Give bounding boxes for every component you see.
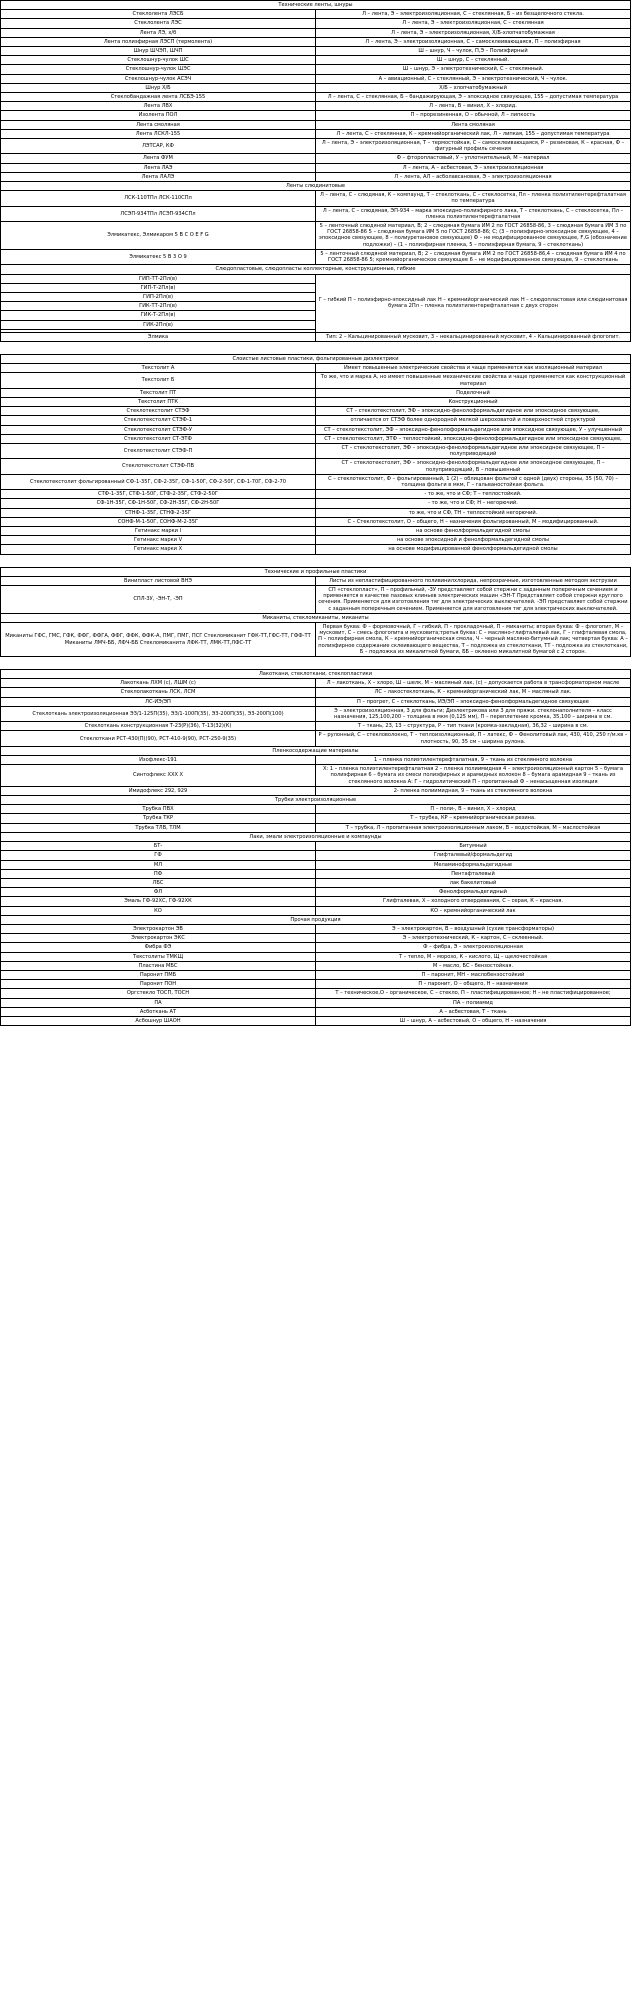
material-designation: Оргстекло ТОСП, ТОСН	[1, 989, 316, 998]
material-designation: ГИП-ТТ-2Пл(в)	[1, 274, 316, 283]
material-designation: Гетинакс марки I	[1, 526, 316, 535]
table-row	[1, 65, 631, 74]
designation-decoding: СТ – стеклотекстолит, ЭФ – эпоксидно-фенолоформальдегидное или эпоксидное связующее, П – полуприводящий, В – повышенный	[316, 459, 631, 474]
designation-decoding: СТ – стеклотекстолит, ЭФ – эпоксидно-фенолоформальдегидное или эпоксидное связующее,	[316, 407, 631, 416]
section-gap-cell	[1, 657, 631, 670]
material-designation: ГФ	[1, 851, 316, 860]
material-designation: Стеклотекстолит СТЭФ-ПВ	[1, 459, 316, 474]
material-designation: Стеклошнур-чулок АСЭЧ	[1, 74, 316, 83]
material-designation: Стеклолента ЛЭСБ	[1, 10, 316, 19]
material-designation: СТНФ-1-35Г, СТНФ-2-35Г	[1, 508, 316, 517]
material-designation: ЛС-ИЭ/ЭП	[1, 697, 316, 706]
material-designation: Текстолит Б	[1, 373, 316, 388]
designation-decoding: П – поли-, В – винил, Х – хлорид	[316, 805, 631, 814]
designation-decoding: Х: 1 – пленка полиэтилентерефталатная 2 – пленка полиимидная 4 – электроизоляционный картон 5 – бумага полиэфирная 6 – бумага из смеси полиэфирных и арамидных волокон 8 – бумага арамидная 9 – ткань из стеклянного волокна А: Г – гидролитический П – пропитанный Ф – ненасыщенная изоляция	[316, 765, 631, 787]
material-designation: Асбошнур ШАОН	[1, 1016, 316, 1025]
designation-decoding: Л – лента, Э – электроизоляционная, С – самосклеивающаяся, П – полиэфирная	[316, 37, 631, 46]
table-row	[1, 172, 631, 181]
designation-decoding: Фенолформальдегидный	[316, 888, 631, 897]
designation-decoding: - то же, что и СФ; Н – негорючий.	[316, 499, 631, 508]
designation-decoding: Т – ткань, 23, 13 – структура, Р – тип ткани (кромка-закладная), 36,32 – ширина в см.	[316, 722, 631, 731]
designation-decoding: КО – кремнийорганический лак	[316, 906, 631, 915]
section-title: Слоистые листовые пластики, фольгированные диэлектрики	[1, 354, 631, 363]
designation-decoding: на основе эпоксидной и фенолформальдегидной смолы	[316, 536, 631, 545]
material-designation: Лента ЛАЭ	[1, 163, 316, 172]
material-designation: Стеклотекстолит СТЭФ-У	[1, 425, 316, 434]
table-row	[1, 1016, 631, 1025]
designation-decoding: Тип: 2 – Кальцинированный мусковит, 3 – некальцинированный мусковит, 4 – Кальцинированный флогопит.	[316, 332, 631, 341]
table-row	[1, 765, 631, 787]
material-designation: Текстолит А	[1, 364, 316, 373]
table-row	[1, 576, 631, 585]
material-designation: Паронит ПМБ	[1, 970, 316, 979]
designation-decoding: отличается от СТЭФ более однородной мелкой шероховатой и поверхностной структурой	[316, 416, 631, 425]
table-row	[1, 443, 631, 458]
table-row	[1, 499, 631, 508]
material-designation: Трубка ТКР	[1, 814, 316, 823]
table-row	[1, 517, 631, 526]
designation-decoding: Ф – фибра, Э – электроизоляционная	[316, 943, 631, 952]
section-gap-cell	[1, 341, 631, 354]
designation-decoding: Глифталевая, Х – холодного отвердевания, С – серая, К – красная.	[316, 897, 631, 906]
table-row	[1, 786, 631, 795]
table-row	[1, 47, 631, 56]
table-row	[1, 416, 631, 425]
section-title: Миканиты, стекломиканиты, миканиты	[1, 613, 631, 622]
table-row	[1, 805, 631, 814]
material-designation: Стеклоткани РСТ-430(П)(90), РСТ-410-9(90), РСТ-250-9(35)	[1, 731, 316, 746]
table-row	[1, 364, 631, 373]
designation-decoding: Л – лента, Э – электроизоляционная, С – стеклянная	[316, 19, 631, 28]
material-designation: Стеклотекстолит СТЭФ	[1, 407, 316, 416]
designation-decoding: на основе фенолформальдегидной смолы	[316, 526, 631, 535]
section-gap	[1, 554, 631, 567]
table-row	[1, 869, 631, 878]
designation-decoding: ЛС – лакостеклоткань, К – кремнийорганический лак, М – масляный лак.	[316, 688, 631, 697]
material-designation: Текстолит ПТ	[1, 388, 316, 397]
material-designation: Стеклобандажная лента ЛСБЭ-155	[1, 93, 316, 102]
designation-decoding: Т – техническое,О – органическое, С – стекло, П – пластифицированное; Н – не пластифицированное;	[316, 989, 631, 998]
material-designation: ГИП-2Пл(в)	[1, 292, 316, 301]
section-title: Лакоткани, стеклоткани, стеклопластики	[1, 670, 631, 679]
material-designation: Стеклолента ЛЭС	[1, 19, 316, 28]
section-header-row	[1, 670, 631, 679]
table-row	[1, 814, 631, 823]
section-title: Технические ленты, шнуры	[1, 1, 631, 10]
designation-decoding: ПА – полиамид	[316, 998, 631, 1007]
material-designation: Стеклотекстолит СТ-ЭТФ	[1, 434, 316, 443]
section-title: Технические и профильные пластики	[1, 567, 631, 576]
table-row	[1, 434, 631, 443]
designation-decoding: то же, что и СФ, ТН – теплостойкий негорючий.	[316, 508, 631, 517]
section-header-row	[1, 265, 631, 274]
table-row	[1, 388, 631, 397]
table-row	[1, 756, 631, 765]
designation-decoding: То же, что и марка А, но имеет повышенные механические свойства и чаще применяется как конструкционный материал	[316, 373, 631, 388]
designation-decoding: 2- пленка полиимидная, 9 – ткань из стеклянного волокна	[316, 786, 631, 795]
material-designation: ФЛ	[1, 888, 316, 897]
designation-decoding: Л – лента, Э – электроизоляционная, С – стеклянная, Б – из безщелочного стекла.	[316, 10, 631, 19]
table-row	[1, 206, 631, 221]
material-designation: Стеклоткань электроизоляционная ЭЗ/1-125П(35), ЭЗ/1-100П(35), ЭЗ-200П(35), ЭЗ-200П(100)	[1, 706, 316, 721]
material-designation: Трубка ТЛВ, ТЛМ	[1, 823, 316, 832]
designation-decoding: Первая буква: Ф – формовочный, Г – гибкий, П – прокладочный, П – миканиты; вторая буква: Ф – флогопит, М – мусковит, С – смесь флогопита и мусковита;третья буква: С – масляно-глифталевый лак, Г – глифталевая смола, П – полиэфирная смола, К – кремнийорганическая смола, Ч – черный масляно-битумный лак; четвертая буква: А – полиэфирное содержание склеивающего вещества, Т – подложка из стеклоткани, ТТ - подложка из стеклоткани, Б – подложка из микалитной бумаги, ББ – оклеено микалитной бумагой с 2 сторон.	[316, 623, 631, 657]
designation-decoding: Ш – шнур, Ч – чулок, П,Э – Полиэфирный	[316, 47, 631, 56]
material-designation: ЛСЭП-934ТПл ЛСЭП-934СПл	[1, 206, 316, 221]
designation-decoding: Л – лента, С – стеклянная, Б – бандажирующая, Э – эпоксидное связующее, 155 – допустимая температура	[316, 93, 631, 102]
table-row	[1, 697, 631, 706]
designation-decoding: Листы из непластифицированного поливинилхлорида, непрозрачные, изготовленные методом экструзии	[316, 576, 631, 585]
material-designation: Имидофлекс 292, 929	[1, 786, 316, 795]
designation-decoding: Глифталевый/формальдегид	[316, 851, 631, 860]
material-designation: Гетинакс марки X	[1, 545, 316, 554]
material-designation: Элмикатекс, Элмикаром 5 В С О Е F G	[1, 222, 316, 250]
material-designation: Фибра ФЭ	[1, 943, 316, 952]
designation-decoding: Л – лента, С – слюдяная, К – компаунд, Т – стеклоткань, С – стеклосетка, Пл – пленка полиэтилентерефталатная по температура	[316, 191, 631, 206]
section-header-row	[1, 354, 631, 363]
table-row	[1, 163, 631, 172]
table-row	[1, 474, 631, 489]
designation-decoding: СТ – стеклотекстолит, ЭТФ – теплостойкий, эпоксидно-фенолоформальдегидное или эпоксидное связующее,	[316, 434, 631, 443]
table-row	[1, 878, 631, 887]
designation-decoding: Лента смоляная	[316, 120, 631, 129]
designation-decoding: Л – лента, АЛ – асболавсановая, Э – электроизоляционная	[316, 172, 631, 181]
table-row	[1, 28, 631, 37]
designation-decoding: Л – лента, С – стеклянная, К – кремнийорганический лак, Л – липкая, 155 – допустимая температура	[316, 129, 631, 138]
material-designation: Синтофлекс ХХХ Х	[1, 765, 316, 787]
designation-decoding: Х/Б – хлопчатобумажный	[316, 83, 631, 92]
table-row	[1, 924, 631, 933]
material-designation: Лента ЛЭ, х/б	[1, 28, 316, 37]
material-designation: Лакоткань ЛХМ (с), ЛШМ (с)	[1, 679, 316, 688]
designation-decoding: Т – трубка, Л – пропитанная электроизоляционным лаком, В – водостойкая, М – маслостойкая	[316, 823, 631, 832]
designation-decoding: Г – гибкий П – полиэфирно-эпоксидный лак Н – кремнийорганический лак Н – слюдопластовая или слюдинитовая бумага 2Пл – пленка полиэтилентерефталатная с двух сторон	[316, 274, 631, 332]
material-designation: Стеклоткань конструкционная Т-23(Р)(36), Т-13(32)(К)	[1, 722, 316, 731]
table-row	[1, 888, 631, 897]
designation-decoding: Ш – шнур, А – асбестовый, О – общего, Н – назначения	[316, 1016, 631, 1025]
designation-decoding: П – паронит, МН – маслобензостойкий	[316, 970, 631, 979]
table-row	[1, 842, 631, 851]
material-designation: ГИК-Т-2Пл(в)	[1, 311, 316, 320]
section-header-row	[1, 613, 631, 622]
designation-decoding: СТ – стеклотекстолит, ЭФ – эпоксидно-фенолоформальдегидное или эпоксидное связующее, П – полуприводящий	[316, 443, 631, 458]
material-designation: Текстолиты ТМКЩ	[1, 952, 316, 961]
table-row	[1, 934, 631, 943]
table-row	[1, 37, 631, 46]
designation-decoding: Битумный	[316, 842, 631, 851]
material-designation: СОНФ-М-1-50Г, СОНФ-М-2-35Г	[1, 517, 316, 526]
table-row	[1, 332, 631, 341]
designation-decoding: Э – электроизоляционная, 3 для фольги; Диэлектрикова или 3 для пряжи. стеклонаполнителя – класс назначения, 125,100,200 – толщина в мкм (0,125 мм), П – переплетение кромка, 35,100 – ширина в см.	[316, 706, 631, 721]
designation-decoding: Пентафталевый	[316, 869, 631, 878]
designation-decoding: С – Стеклотекстолит, О – общего, Н – назначения фольгированный, М – модифицированный.	[316, 517, 631, 526]
table-row	[1, 623, 631, 657]
table-row	[1, 10, 631, 19]
material-designation: Электрокартон ЭКС	[1, 934, 316, 943]
table-row	[1, 545, 631, 554]
material-designation: Гетинакс марки V	[1, 536, 316, 545]
material-designation: ГИП-Т-2Пл(в)	[1, 283, 316, 292]
table-row	[1, 56, 631, 65]
table-row	[1, 111, 631, 120]
table-row	[1, 897, 631, 906]
table-row	[1, 860, 631, 869]
material-designation: Стеклотекстолит СТЭФ-П	[1, 443, 316, 458]
material-designation: СТФ-1-35Г, СТФ-1-50Г, СТФ-2-35Г, СТФ-2-50Г	[1, 490, 316, 499]
table-row	[1, 989, 631, 998]
table-row	[1, 120, 631, 129]
designation-decoding: П – паронит, О – общего, Н – назначения	[316, 980, 631, 989]
material-designation: Лента ЛАЛЭ	[1, 172, 316, 181]
designation-decoding: Р – рулонный, С – стекловолокно, Т – теплоизоляционный, П – латекс, Ф – Фенолитовый лак, 430, 410, 250 г/м.кв – плотность, 90, 35 см – ширина рулона.	[316, 731, 631, 746]
material-designation: Лента ЛСКЛ-155	[1, 129, 316, 138]
designation-decoding: - то же, что и СФ; Т – теплостойкий.	[316, 490, 631, 499]
designation-decoding: Л – лента, Э – электроизоляционная, Т – термостойкая, С – самосклеивающаяся, Р – резиновая, К – красная, Ф – фигурный профиль сечения	[316, 139, 631, 154]
table-row	[1, 823, 631, 832]
material-designation: Лента ФУМ	[1, 154, 316, 163]
designation-decoding: Л – лента, С – слюдяная, ЭП-934 – марка эпоксидно-полиэфирного лака, Т – стеклоткань, С – стеклосетка, Пл – пленка полиэтилентерефталатная	[316, 206, 631, 221]
material-designation: СФ-1Н-35Г, СФ-1Н-50Г, СФ-2Н-35Г, СФ-2Н-50Г	[1, 499, 316, 508]
designation-decoding: Ш – шнур, Э – электротехнический, С – стеклянный.	[316, 65, 631, 74]
table-row	[1, 407, 631, 416]
section-header-row	[1, 796, 631, 805]
designation-decoding: на основе модифицированной фенолформальдегидной смолы	[316, 545, 631, 554]
material-designation: Лента смоляная	[1, 120, 316, 129]
material-designation: Стеклолакоткань ЛСК, ЛСМ	[1, 688, 316, 697]
material-designation: Винипласт листовой ВНЭ	[1, 576, 316, 585]
table-row	[1, 154, 631, 163]
section-header-row	[1, 1, 631, 10]
material-designation: КО	[1, 906, 316, 915]
table-row	[1, 906, 631, 915]
table-row	[1, 74, 631, 83]
section-title: Прочая продукция	[1, 915, 631, 924]
designation-decoding: Л – лента, Э – электроизоляционная, Х/Б-хлопчатобумажная	[316, 28, 631, 37]
table-row	[1, 952, 631, 961]
table-row	[1, 731, 631, 746]
designation-decoding: Конструкционный	[316, 397, 631, 406]
section-gap-cell	[1, 554, 631, 567]
table-row	[1, 980, 631, 989]
section-title: Пленкосодержащие материалы	[1, 746, 631, 755]
table-row	[1, 249, 631, 264]
material-designation: ЛЭТСАР, КФ	[1, 139, 316, 154]
table-row	[1, 129, 631, 138]
designation-decoding: СТ – стеклотекстолит, ЭФ – эпоксидно-фенолоформальдегидное или эпоксидное связующее, У – улучшенный	[316, 425, 631, 434]
designation-decoding: Ф – фторопластовый, У – уплотнительный, М – материал	[316, 154, 631, 163]
designation-decoding: Т – трубка, КР – кремнийорганическая резина.	[316, 814, 631, 823]
table-row	[1, 679, 631, 688]
designation-decoding: лак бакелитовый	[316, 878, 631, 887]
designation-decoding: 5 – ленточный слюдяной материал, В; 2 – слюдяная бумага ИМ 2 по ГОСТ 26858-86, 3 – слюдяная бумага ИМ 3 по ГОСТ 26858-86 5 – слюдяная бумага ИМ 5 по ГОСТ 26858-86; С; (3 – полиэфирно-эпоксидное связующее, 4 – эпоксидное связующее, 8 – полиуретановое связующее) Ф – не модифицированное связующее, F,G (обозначение подложки) – (1 – полиэфирная пленка, 5 – полиэфирная бумага, 9 – стеклоткань)	[316, 222, 631, 250]
material-designation: СПЛ-3У, -ЭН-Т, -ЭП	[1, 586, 316, 614]
material-designation: ГИК-ТТ-2Пл(в)	[1, 302, 316, 311]
table-row	[1, 970, 631, 979]
material-designation: Пластина МБС	[1, 961, 316, 970]
section-title: Лаки, эмали электроизоляционные и компаунды	[1, 832, 631, 841]
designation-decoding: Имеет повышенные электрические свойства и чаще применяется как изоляционный материал	[316, 364, 631, 373]
material-designation: Лента ЛВХ	[1, 102, 316, 111]
material-designation: ГИК-2Пл(в)	[1, 320, 316, 329]
section-title: Трубки электроизоляционные	[1, 796, 631, 805]
section-gap	[1, 657, 631, 670]
material-designation: Стеклошнур-чулок ШС	[1, 56, 316, 65]
table-row	[1, 373, 631, 388]
material-designation: Элмика	[1, 332, 316, 341]
table-row	[1, 961, 631, 970]
material-designation: Асботкань АТ	[1, 1007, 316, 1016]
designation-decoding: Л – лента, В – винил, Х – хлорид.	[316, 102, 631, 111]
designation-decoding: 5 – ленточный слюдяной материал, В; 2 – слюдяная бумага ИМ 2 по ГОСТ 26858-86,4 – слюдяная бумага ИМ 4 по ГОСТ 26858-86 5; кремнийорганическое связующее 6 – не модифицированное связующее, 9 – стеклоткань	[316, 249, 631, 264]
section-header-row	[1, 746, 631, 755]
table-row	[1, 397, 631, 406]
table-row	[1, 425, 631, 434]
material-designation: Текстолит ПТК	[1, 397, 316, 406]
section-gap	[1, 341, 631, 354]
table-row	[1, 222, 631, 250]
designation-decoding: Э – электрокартон, В – воздушный (сухие трансформаторы)	[316, 924, 631, 933]
designation-decoding: Поделочный	[316, 388, 631, 397]
material-designation: Шнур ШЧЭП, ШЧП	[1, 47, 316, 56]
designation-decoding: СП «стеклопласт», П – профильный, -3У представляет собой стержни с заданным поперечным сечением и применяется в качестве пазовых клиньев электрических машин «ЭН-Т Представляет собой стержни круглого сечения. Применяется для изготовления тяг для электрических выключателей. -ЭП представляет собой стержни с заданным поперечным сечением. Применяется для изготовления тяг для электрических выключателей.	[316, 586, 631, 614]
table-row	[1, 459, 631, 474]
table-row	[1, 1007, 631, 1016]
table-row	[1, 102, 631, 111]
designation-decoding: Л – лента, А – асбестовая, Э – электроизоляционная	[316, 163, 631, 172]
table-row	[1, 688, 631, 697]
material-designation: ПА	[1, 998, 316, 1007]
designation-decoding: Т – тепло, М – морозо, К – кислото, Щ – щелочестойкая	[316, 952, 631, 961]
material-designation: Шнур Х/Б	[1, 83, 316, 92]
section-header-row	[1, 567, 631, 576]
material-designation: ПФ	[1, 869, 316, 878]
material-designation: Изолента ПОЛ	[1, 111, 316, 120]
designation-decoding: С – стеклотекстолит, Ф – фольгированный, 1 (2) – облицован фольгой с одной (двух) стороны, 35 (50, 70) – толщина фольги в мкм, Г – гальваностойкая фольга.	[316, 474, 631, 489]
table-row	[1, 722, 631, 731]
table-row	[1, 508, 631, 517]
material-designation: Стеклотекстолит фольгированный СФ-1-35Г, СФ-2-35Г, СФ-1-50Г, СФ-2-50Г, СФ-1-70Г, СФ-2-70	[1, 474, 316, 489]
material-designation: Изофлекс-191	[1, 756, 316, 765]
table-row	[1, 943, 631, 952]
designation-decoding: Меламиноформальдегидные	[316, 860, 631, 869]
section-title: Слюдопластовые, слюдопласты коллекторные, конструкционные, гибкие	[1, 265, 631, 274]
material-designation: Трубка ПВХ	[1, 805, 316, 814]
table-row	[1, 93, 631, 102]
material-designation: ЛСК-110ТПл ЛСК-110СПл	[1, 191, 316, 206]
material-designation: Стеклотекстолит СТЭФ-1	[1, 416, 316, 425]
designation-decoding: 1 – пленка полиэтилентерефталатная, 9 – ткань из стеклянного волокна	[316, 756, 631, 765]
designation-decoding: П – прорезиненная, О – обычной, Л – липкость	[316, 111, 631, 120]
section-title: Ленты слюдинитовые	[1, 182, 631, 191]
material-designation: Лента полиэфирная ЛЭСП (термолента)	[1, 37, 316, 46]
table-row	[1, 851, 631, 860]
material-designation: Паронит ПОН	[1, 980, 316, 989]
designation-decoding: М – масло, БС - бензостойкая.	[316, 961, 631, 970]
material-designation: Электрокартон ЭВ	[1, 924, 316, 933]
material-designation: БТ-	[1, 842, 316, 851]
material-designation: Эмаль ГФ-92ХС, ГФ-92ХК	[1, 897, 316, 906]
table-row	[1, 490, 631, 499]
designation-decoding: П – прогрет, С – стеклоткань, ИЭ/ЭП – эпоксидно-фенолформальдегидное связующее	[316, 697, 631, 706]
material-designation: ЛБС	[1, 878, 316, 887]
table-row	[1, 536, 631, 545]
designation-decoding: А – авиационный, С – стеклянный, Э – электротехнический, Ч – чулок.	[316, 74, 631, 83]
table-row	[1, 706, 631, 721]
section-header-row	[1, 182, 631, 191]
table-row	[1, 83, 631, 92]
material-designation: Стеклошнур-чулок ШЭС	[1, 65, 316, 74]
designation-decoding: Л – лакоткань, Х – хлоро, Ш – шелк, М – масляный лак, (с) – допускается работа в трансформаторном масле	[316, 679, 631, 688]
section-header-row	[1, 832, 631, 841]
table-row	[1, 526, 631, 535]
table-row	[1, 191, 631, 206]
material-designation: Миканиты ГФС, ГМС, ГФК, ФФГ, ФФГА, ФФГ, ФФК, ФФК-А, ПМГ, ПМГ, ПСГ Стекломиканит ГФК-ТТ,ГФС-ТТ, ГФФ-ТТ Миканиты ЛМЧ-ББ, ЛФЧ-ББ Стекломиканита ЛФК-ТТ, ЛМК-ТТ,ЛФС-ТТ	[1, 623, 316, 657]
designation-decoding: А – асбестовая, Т – ткань	[316, 1007, 631, 1016]
section-header-row	[1, 915, 631, 924]
material-designation: Элмикатекс 5 В 3 О 9	[1, 249, 316, 264]
table-row	[1, 274, 631, 283]
table-row	[1, 19, 631, 28]
designation-decoding: Ш – шнур, С – стеклянный.	[316, 56, 631, 65]
table-row	[1, 139, 631, 154]
designation-decoding: Э – электротехнический, К – картон, С – склеенный.	[316, 934, 631, 943]
table-row	[1, 586, 631, 614]
material-designation: МЛ	[1, 860, 316, 869]
table-row	[1, 998, 631, 1007]
